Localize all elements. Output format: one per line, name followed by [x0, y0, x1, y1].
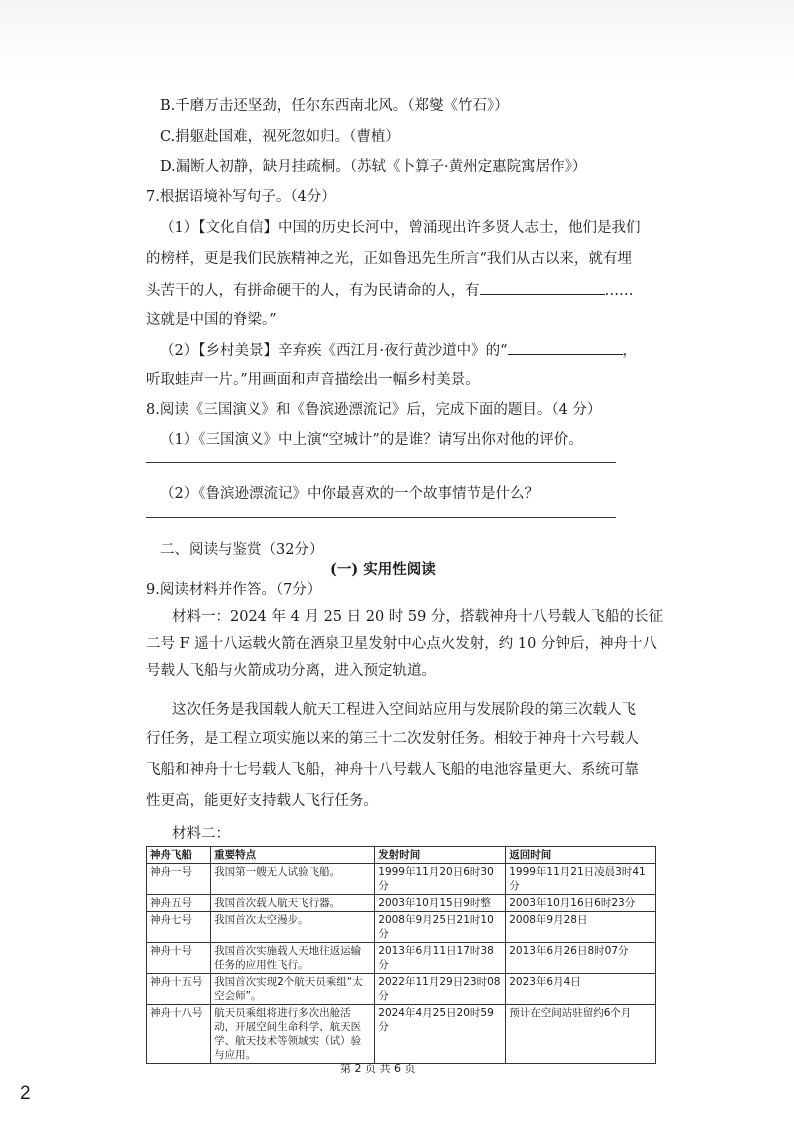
- cell-return-time: 2008年9月28日: [506, 912, 656, 943]
- q7-title: 7.根据语境补写句子。（4分）: [146, 189, 336, 205]
- q8-sub1: （1）《三国演义》中上演“空城计”的是谁？请写出你对他的评价。: [160, 432, 583, 448]
- q8-title: 8.阅读《三国演义》和《鲁滨逊漂流记》后，完成下面的题目。（4 分）: [146, 402, 602, 418]
- cell-ship: 神舟十号: [147, 943, 211, 974]
- header-ship: 神舟飞船: [147, 847, 211, 864]
- q7-part2-text: （2）【乡村美景】辛弃疾《西江月·夜行黄沙道中》的“: [160, 343, 508, 359]
- q7-part1-line3: [146, 280, 634, 301]
- q9-material1-line3: 号载人飞船与火箭成功分离，进入预定轨道。: [146, 663, 436, 679]
- q9-material1-line1: 材料一：2024 年 4 月 25 日 20 时 59 分，搭载神舟十八号载人飞船的长征: [172, 609, 663, 625]
- cell-ship: 神舟七号: [147, 912, 211, 943]
- q6-option-b: B.千磨万击还坚劲，任尔东西南北风。（郑燮《竹石》）: [160, 98, 509, 114]
- table-row: [147, 943, 656, 974]
- q7-answer-blank-2[interactable]: [508, 340, 623, 355]
- cell-features: 我国首次载人航天飞行器。: [211, 895, 375, 912]
- q8-answer-line-2[interactable]: [146, 517, 616, 518]
- q7-part2-line2: 听取蛙声一片。”用画面和声音描绘出一幅乡村美景。: [146, 372, 480, 388]
- q7-part2-line1: [160, 340, 637, 361]
- header-return-time: 返回时间: [506, 847, 656, 864]
- q7-part1-line2: 的榜样，更是我们民族精神之光，正如鲁迅先生所言“我们从古以来，就有埋: [146, 251, 632, 267]
- q8-sub2: （2）《鲁滨逊漂流记》中你最喜欢的一个故事情节是什么？: [160, 486, 539, 502]
- q9-material1-p2-line1: 这次任务是我国载人航天工程进入空间站应用与发展阶段的第三次载人飞: [172, 702, 636, 718]
- table-row: [147, 864, 656, 895]
- cell-ship: 神舟五号: [147, 895, 211, 912]
- cell-features: 我国首次实施载人天地往返运输任务的应用性飞行。: [211, 943, 375, 974]
- q7-part1-line1: （1）【文化自信】中国的历史长河中，曾涌现出许多贤人志士，他们是我们: [160, 220, 641, 236]
- section2-heading: 二、阅读与鉴赏（32分）: [160, 542, 324, 558]
- cell-return-time: 2003年10月16日6时23分: [506, 895, 656, 912]
- cell-launch-time: 2008年9月25日21时10分: [375, 912, 506, 943]
- q9-material1-line2: 二号 F 遥十八运载火箭在酒泉卫星发射中心点火发射，约 10 分钟后，神舟十八: [146, 636, 657, 652]
- cell-return-time: 2023年6月4日: [506, 974, 656, 1005]
- cell-features: 航天员乘组将进行多次出舱活动，开展空间生命科学、航天医学、航天技术等领域实（试）验与应用。: [211, 1005, 375, 1064]
- q6-option-c: C.捐躯赴国难，视死忽如归。（曹植）: [160, 129, 400, 145]
- cell-ship: 神舟十八号: [147, 1005, 211, 1064]
- cell-launch-time: 2022年11月29日23时08分: [375, 974, 506, 1005]
- q7-answer-blank-1[interactable]: [480, 280, 605, 295]
- table-row: [147, 974, 656, 1005]
- q9-title: 9.阅读材料并作答。（7分）: [146, 582, 322, 598]
- header-launch-time: 发射时间: [375, 847, 506, 864]
- q7-part1-line3-text: 头苦干的人，有拼命硬干的人，有为民请命的人，有: [146, 283, 480, 299]
- cell-return-time: 2013年6月26日8时07分: [506, 943, 656, 974]
- cell-ship: 神舟十五号: [147, 974, 211, 1005]
- page-number-footer: 第 2 页 共 6 页: [340, 1062, 416, 1075]
- shenzhou-table: [146, 846, 656, 1064]
- q9-material1-p2-line3: 飞船和神舟十七号载人飞船，神舟十八号载人飞船的电池容量更大、系统可靠: [146, 762, 639, 778]
- cell-features: 我国首次太空漫步。: [211, 912, 375, 943]
- q7-part1-line4: 这就是中国的脊梁。”: [146, 312, 277, 328]
- cell-return-time: 预计在空间站驻留约6个月: [506, 1005, 656, 1064]
- q9-material1-p2-line2: 行任务，是工程立项实施以来的第三十二次发射任务。相较于神舟十六号载人: [146, 731, 639, 747]
- table-row: [147, 1005, 656, 1064]
- cell-launch-time: 2013年6月11日17时38分: [375, 943, 506, 974]
- q7-part2-comma: ，: [622, 343, 637, 359]
- table-row: [147, 912, 656, 943]
- cell-launch-time: 2003年10月15日9时整: [375, 895, 506, 912]
- cell-features: 我国第一艘无人试验飞船。: [211, 864, 375, 895]
- cell-launch-time: 2024年4月25日20时59分: [375, 1005, 506, 1064]
- cell-features: 我国首次实现2个航天员乘组“太空会师”。: [211, 974, 375, 1005]
- q7-part1-ellipsis: ……: [604, 283, 634, 299]
- table-row: [147, 895, 656, 912]
- q9-material2-label: 材料二：: [172, 826, 230, 842]
- cell-launch-time: 1999年11月20日6时30分: [375, 864, 506, 895]
- section2-subheading: (一) 实用性阅读: [330, 561, 436, 578]
- header-features: 重要特点: [211, 847, 375, 864]
- q8-answer-line-1[interactable]: [146, 462, 616, 463]
- q9-material1-p2-line4: 性更高，能更好支持载人飞行任务。: [146, 793, 378, 809]
- cell-return-time: 1999年11月21日凌晨3时41分: [506, 864, 656, 895]
- cell-ship: 神舟一号: [147, 864, 211, 895]
- q6-option-d: D.漏断人初静，缺月挂疏桐。（苏轼《卜算子·黄州定惠院寓居作》）: [160, 159, 587, 175]
- table-header-row: [147, 847, 656, 864]
- margin-page-number: 2: [20, 1083, 31, 1104]
